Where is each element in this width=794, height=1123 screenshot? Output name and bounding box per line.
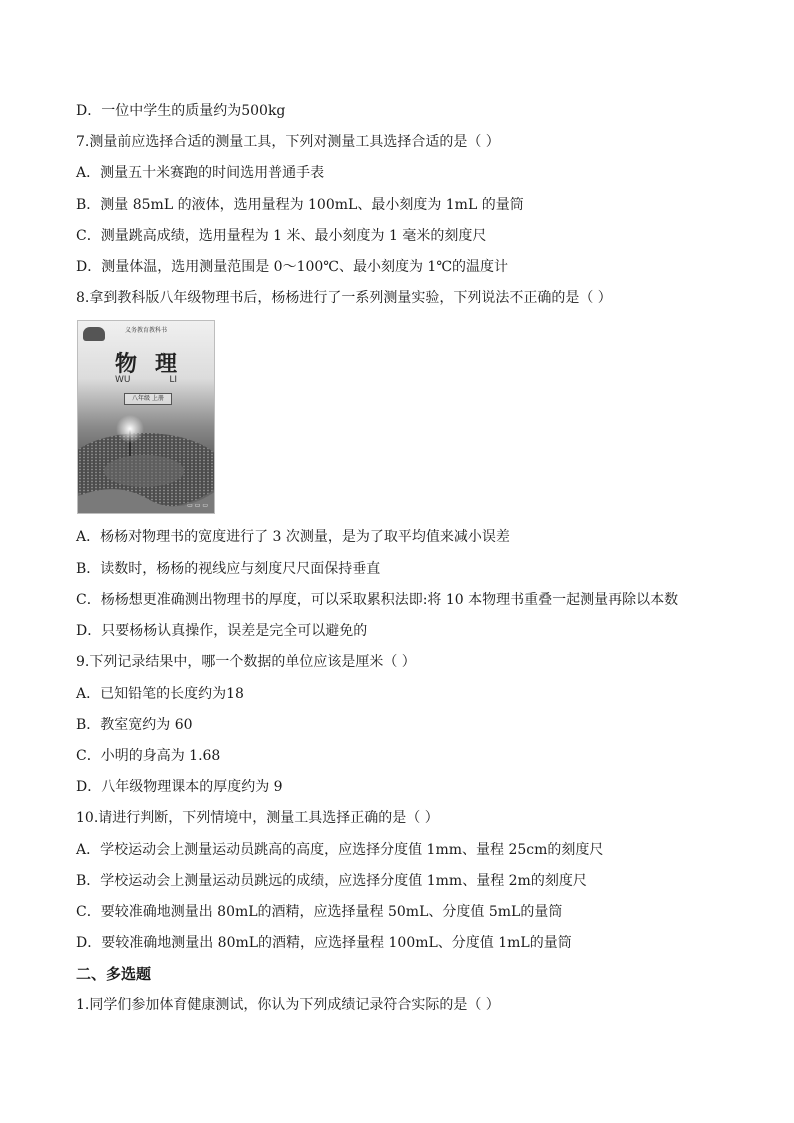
q10-option-b: B．学校运动会上测量运动员跳远的成绩，应选择分度值 1mm、量程 2m的刻度尺 bbox=[76, 873, 587, 889]
q7-option-d: D．测量体温，选用测量范围是 0～100℃、最小刻度为 1℃的温度计 bbox=[76, 259, 508, 275]
q9-option-a: A．已知铅笔的长度约为18 bbox=[76, 686, 244, 702]
q9-option-c: C．小明的身高为 1.68 bbox=[76, 748, 221, 764]
q7-stem: 7.测量前应选择合适的测量工具，下列对测量工具选择合适的是（ ） bbox=[76, 134, 500, 150]
q9-stem: 9.下列记录结果中，哪一个数据的单位应该是厘米（ ） bbox=[76, 654, 416, 670]
q10-option-c: C．要较准确地测量出 80mL的酒精，应选择量程 50mL、分度值 5mL的量筒 bbox=[76, 904, 563, 920]
q8-option-d: D．只要杨杨认真操作，误差是完全可以避免的 bbox=[76, 623, 368, 639]
cover-grade-label: 八年级 上册 bbox=[124, 393, 172, 405]
q9-option-b: B．教室宽约为 60 bbox=[76, 717, 193, 733]
cover-pinyin: WU LI bbox=[114, 375, 177, 385]
publisher-logo-icon: ▭ ▭ ▭ bbox=[187, 502, 208, 509]
q8-option-c: C．杨杨想更准确测出物理书的厚度，可以采取累积法即:将 10 本物理书重叠一起测量再除以本数 bbox=[76, 592, 679, 608]
q8-option-b: B．读数时，杨杨的视线应与刻度尺尺面保持垂直 bbox=[76, 561, 381, 577]
q6-option-d: D．一位中学生的质量约为500kg bbox=[76, 103, 286, 119]
multi-q1-stem: 1.同学们参加体育健康测试，你认为下列成绩记录符合实际的是（ ） bbox=[76, 997, 500, 1013]
q8-stem: 8.拿到教科版八年级物理书后，杨杨进行了一系列测量实验，下列说法不正确的是（ ） bbox=[76, 290, 612, 306]
q7-option-a: A．测量五十米赛跑的时间选用普通手表 bbox=[76, 165, 325, 181]
section-heading: 二、多选题 bbox=[76, 965, 152, 983]
q7-option-c: C．测量跳高成绩，选用量程为 1 米、最小刻度为 1 毫米的刻度尺 bbox=[76, 228, 487, 244]
q9-option-d: D．八年级物理课本的厚度约为 9 bbox=[76, 779, 283, 795]
q10-option-d: D．要较准确地测量出 80mL的酒精，应选择量程 100mL、分度值 1mL的量筒 bbox=[76, 935, 572, 951]
q10-stem: 10.请进行判断，下列情境中，测量工具选择正确的是（ ） bbox=[76, 810, 439, 826]
q8-option-a: A．杨杨对物理书的宽度进行了 3 次测量，是为了取平均值来减小误差 bbox=[76, 529, 510, 545]
textbook-cover-image bbox=[77, 320, 215, 514]
q10-option-a: A．学校运动会上测量运动员跳高的高度，应选择分度值 1mm、量程 25cm的刻度尺 bbox=[76, 842, 604, 858]
cover-title: 物理 bbox=[114, 352, 195, 377]
cover-series-label: 义务教育教科书 bbox=[124, 327, 167, 334]
q7-option-b: B．测量 85mL 的液体，选用量程为 100mL、最小刻度为 1mL 的量筒 bbox=[76, 197, 524, 213]
